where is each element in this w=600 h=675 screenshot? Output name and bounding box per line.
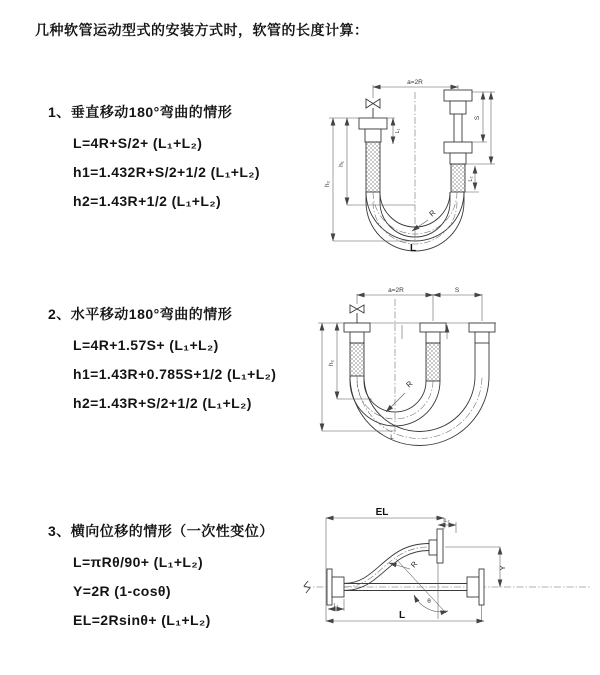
radius-leader bbox=[412, 208, 438, 231]
dim-label-l1: L₁ bbox=[395, 128, 401, 134]
dim-label-length: L bbox=[409, 243, 417, 254]
right-pipe-fitting bbox=[469, 323, 495, 376]
dim-l1 bbox=[393, 118, 401, 144]
formula-line: h1=1.432R+S/2+1/2 (L₁+L₂) bbox=[73, 164, 260, 180]
u-bend-horizontal-drawing bbox=[310, 281, 595, 453]
right-flange bbox=[467, 569, 484, 605]
formula-line: h2=1.43R+S/2+1/2 (L₁+L₂) bbox=[73, 395, 252, 411]
middle-pipe-fitting bbox=[420, 323, 446, 381]
dim-label-travel: S bbox=[454, 287, 460, 294]
formula-line: L=πRθ/90+ (L₁+L₂) bbox=[73, 554, 204, 570]
diagram-horizontal-u-bend bbox=[310, 281, 595, 453]
dim-label-offset: Y bbox=[498, 565, 507, 571]
section-2-text bbox=[48, 304, 276, 424]
dim-label-h2: h₂ bbox=[324, 180, 331, 188]
dim-length bbox=[326, 605, 484, 621]
upper-flange bbox=[429, 529, 443, 563]
dim-label-length: L bbox=[390, 434, 394, 441]
left-flange bbox=[327, 569, 344, 605]
dim-label-radius: R bbox=[404, 378, 415, 390]
dim-label-radius: R bbox=[408, 559, 420, 570]
formula-line: L=4R+1.57S+ (L₁+L₂) bbox=[73, 337, 219, 353]
formula-line: h1=1.43R+0.785S+1/2 (L₁+L₂) bbox=[73, 366, 277, 382]
left-pipe-fitting bbox=[359, 118, 387, 192]
dim-label-l2: L₂ bbox=[468, 176, 474, 182]
dim-label-l2: L₂ bbox=[444, 518, 450, 524]
dim-label-width: a=2R bbox=[407, 79, 423, 86]
formula-line: L=4R+S/2+ (L₁+L₂) bbox=[73, 135, 203, 151]
dim-label-el: EL bbox=[375, 507, 389, 518]
valve-icon bbox=[350, 305, 364, 323]
diagram-vertical-u-bend bbox=[315, 72, 595, 254]
section-2-heading: 2、水平移动180°弯曲的情形 bbox=[48, 306, 233, 322]
dim-top bbox=[357, 287, 482, 321]
dim-label-width: a=2R bbox=[388, 287, 404, 294]
section-1-heading: 1、垂直移动180°弯曲的情形 bbox=[48, 104, 233, 120]
dim-label-theta: θ bbox=[427, 598, 431, 605]
formula-line: h2=1.43R+1/2 (L₁+L₂) bbox=[73, 193, 222, 209]
diagram-lateral-displacement bbox=[298, 501, 598, 643]
section-1-text bbox=[48, 102, 260, 222]
dim-label-radius: R bbox=[427, 207, 438, 219]
s-curve-drawing bbox=[298, 501, 598, 643]
section-3-heading: 3、横向位移的情形（一次性变位） bbox=[48, 523, 274, 539]
left-pipe-fitting bbox=[344, 323, 370, 376]
radius-leader bbox=[386, 379, 415, 412]
section-3-text bbox=[48, 521, 274, 641]
page-title: 几种软管运动型式的安装方式时，软管的长度计算： bbox=[35, 22, 369, 38]
dim-label-travel: S bbox=[474, 115, 481, 121]
formula-line: EL=2Rsinθ+ (L₁+L₂) bbox=[73, 612, 211, 628]
dim-label-h2: h₂ bbox=[328, 359, 335, 367]
formula-line: Y=2R (1-cosθ) bbox=[73, 583, 171, 599]
u-bend-vertical-drawing bbox=[315, 72, 595, 254]
dim-label-l1: L₁ bbox=[333, 603, 339, 609]
valve-icon bbox=[366, 99, 380, 118]
hose-u-large bbox=[350, 376, 489, 446]
dim-label-h1: h₁ bbox=[338, 161, 345, 167]
dim-label-length: L bbox=[398, 610, 406, 621]
